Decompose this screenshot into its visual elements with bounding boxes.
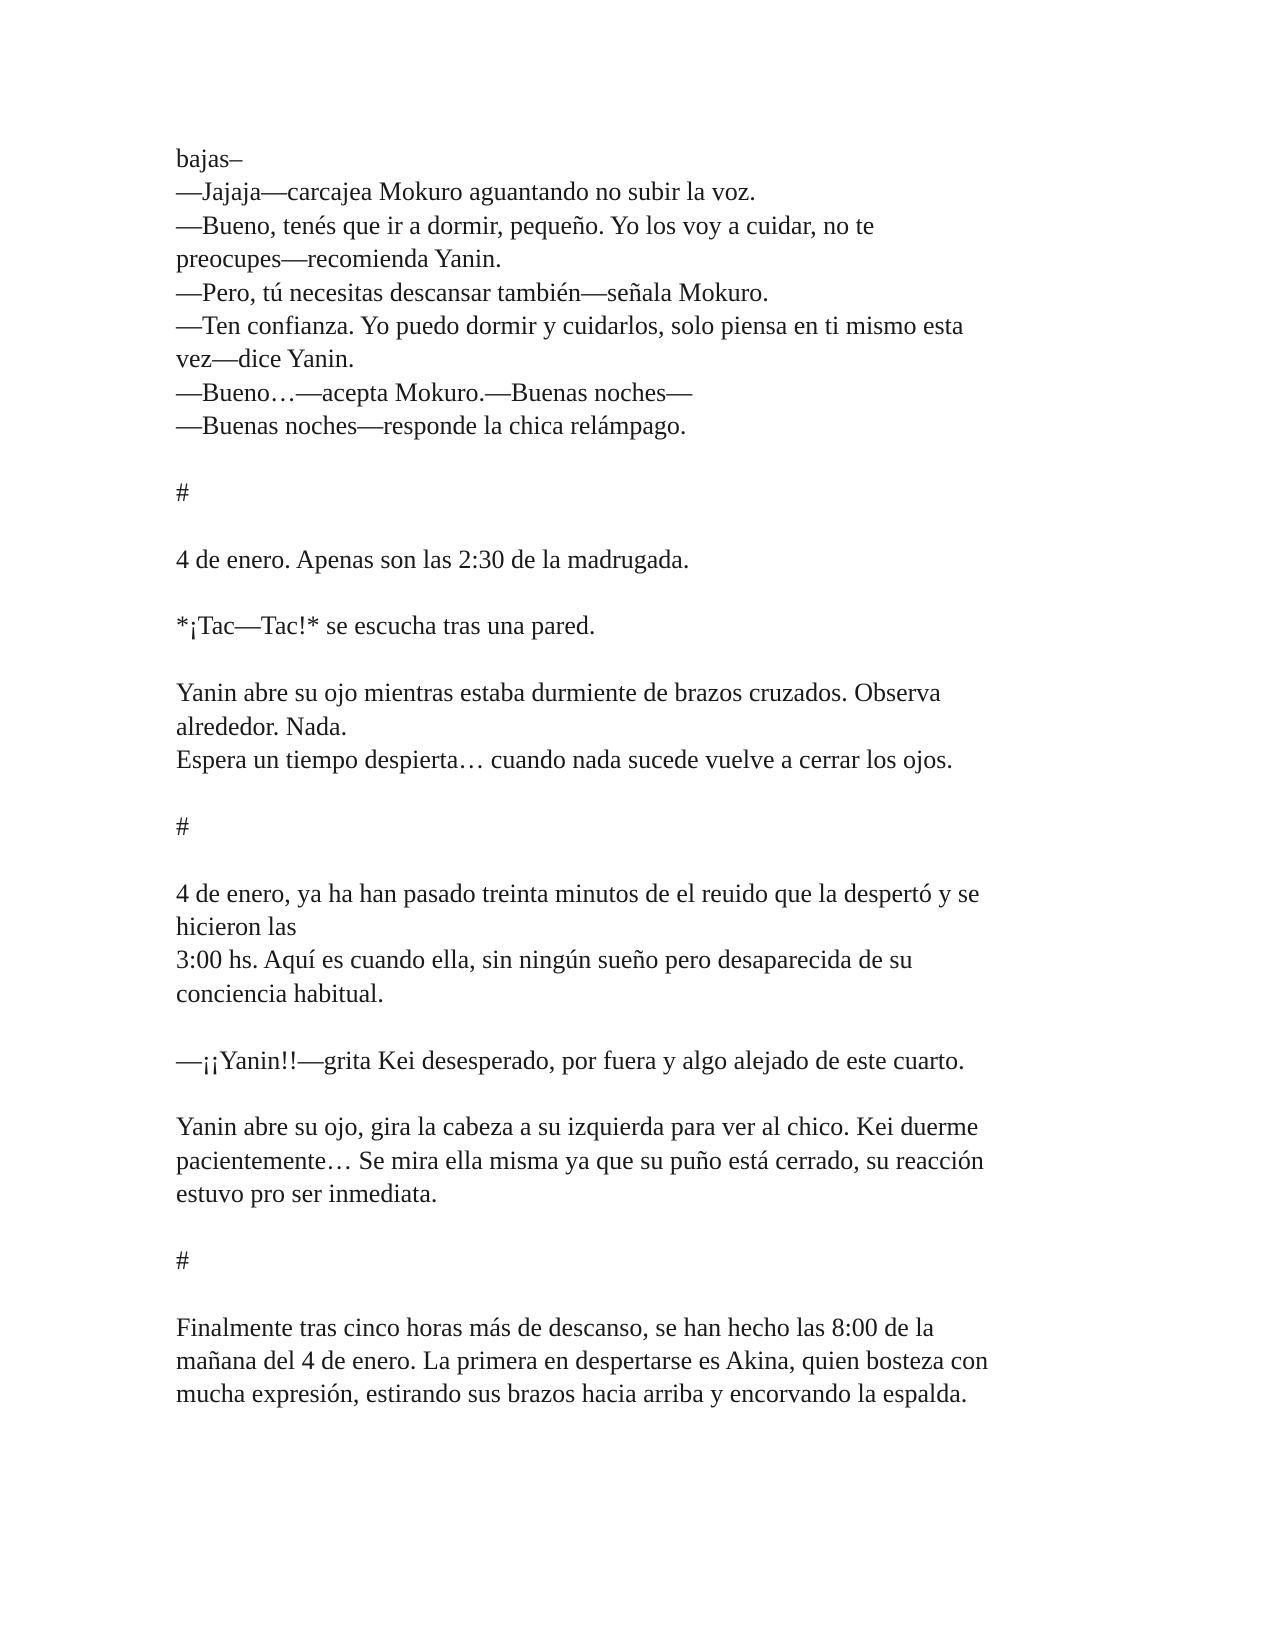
text-line: 4 de enero, ya ha han pasado treinta minutos de el reuido que la despertó y se xyxy=(176,878,980,908)
text-line: —Bueno, tenés que ir a dormir, pequeño. Yo los voy a cuidar, no te xyxy=(176,210,875,240)
blank-line xyxy=(176,1211,1096,1244)
text-line: preocupes—recomienda Yanin. xyxy=(176,244,502,274)
text-line: mañana del 4 de enero. La primera en despertarse es Akina, quien bosteza con xyxy=(176,1346,989,1376)
text-line: Yanin abre su ojo, gira la cabeza a su izquierda para ver al chico. Kei duerme xyxy=(176,1112,979,1142)
text-line: Finalmente tras cinco horas más de descanso, se han hecho las 8:00 de la xyxy=(176,1312,935,1342)
text-line: hicieron las xyxy=(176,911,297,941)
text-line: 3:00 hs. Aquí es cuando ella, sin ningún sueño pero desaparecida de su xyxy=(176,945,913,975)
text-line: —Bueno…—acepta Mokuro.—Buenas noches— xyxy=(176,377,693,407)
text-line: Yanin abre su ojo mientras estaba durmiente de brazos cruzados. Observa xyxy=(176,678,941,708)
text-line: —Pero, tú necesitas descansar también—señala Mokuro. xyxy=(176,277,769,307)
text-line: *¡Tac—Tac!* se escucha tras una pared. xyxy=(176,611,596,641)
blank-line xyxy=(176,1277,1096,1310)
blank-line xyxy=(176,509,1096,542)
blank-line xyxy=(176,1077,1096,1110)
document-body xyxy=(176,142,1096,1411)
text-line: mucha expresión, estirando sus brazos hacia arriba y encorvando la espalda. xyxy=(176,1379,968,1409)
blank-line xyxy=(176,443,1096,476)
section-separator: # xyxy=(176,811,189,841)
text-line: alrededor. Nada. xyxy=(176,711,348,741)
section-separator: # xyxy=(176,477,189,507)
text-line: Espera un tiempo despierta… cuando nada sucede vuelve a cerrar los ojos. xyxy=(176,745,953,775)
text-line: 4 de enero. Apenas son las 2:30 de la madrugada. xyxy=(176,544,690,574)
blank-line xyxy=(176,776,1096,809)
text-line: bajas– xyxy=(176,144,243,173)
blank-line xyxy=(176,843,1096,876)
text-line: —Buenas noches—responde la chica relámpago. xyxy=(176,411,687,441)
blank-line xyxy=(176,643,1096,676)
text-line: vez—dice Yanin. xyxy=(176,344,355,374)
text-line: —Jajaja—carcajea Mokuro aguantando no subir la voz. xyxy=(176,177,756,207)
text-line: estuvo pro ser inmediata. xyxy=(176,1179,438,1209)
blank-line xyxy=(176,1010,1096,1043)
text-line: pacientemente… Se mira ella misma ya que su puño está cerrado, su reacción xyxy=(176,1145,984,1175)
text-line: —Ten confianza. Yo puedo dormir y cuidarlos, solo piensa en ti mismo esta xyxy=(176,310,964,340)
section-separator: # xyxy=(176,1245,189,1275)
blank-line xyxy=(176,576,1096,609)
text-line: —¡¡Yanin!!—grita Kei desesperado, por fuera y algo alejado de este cuarto. xyxy=(176,1045,965,1075)
text-line: conciencia habitual. xyxy=(176,978,384,1008)
